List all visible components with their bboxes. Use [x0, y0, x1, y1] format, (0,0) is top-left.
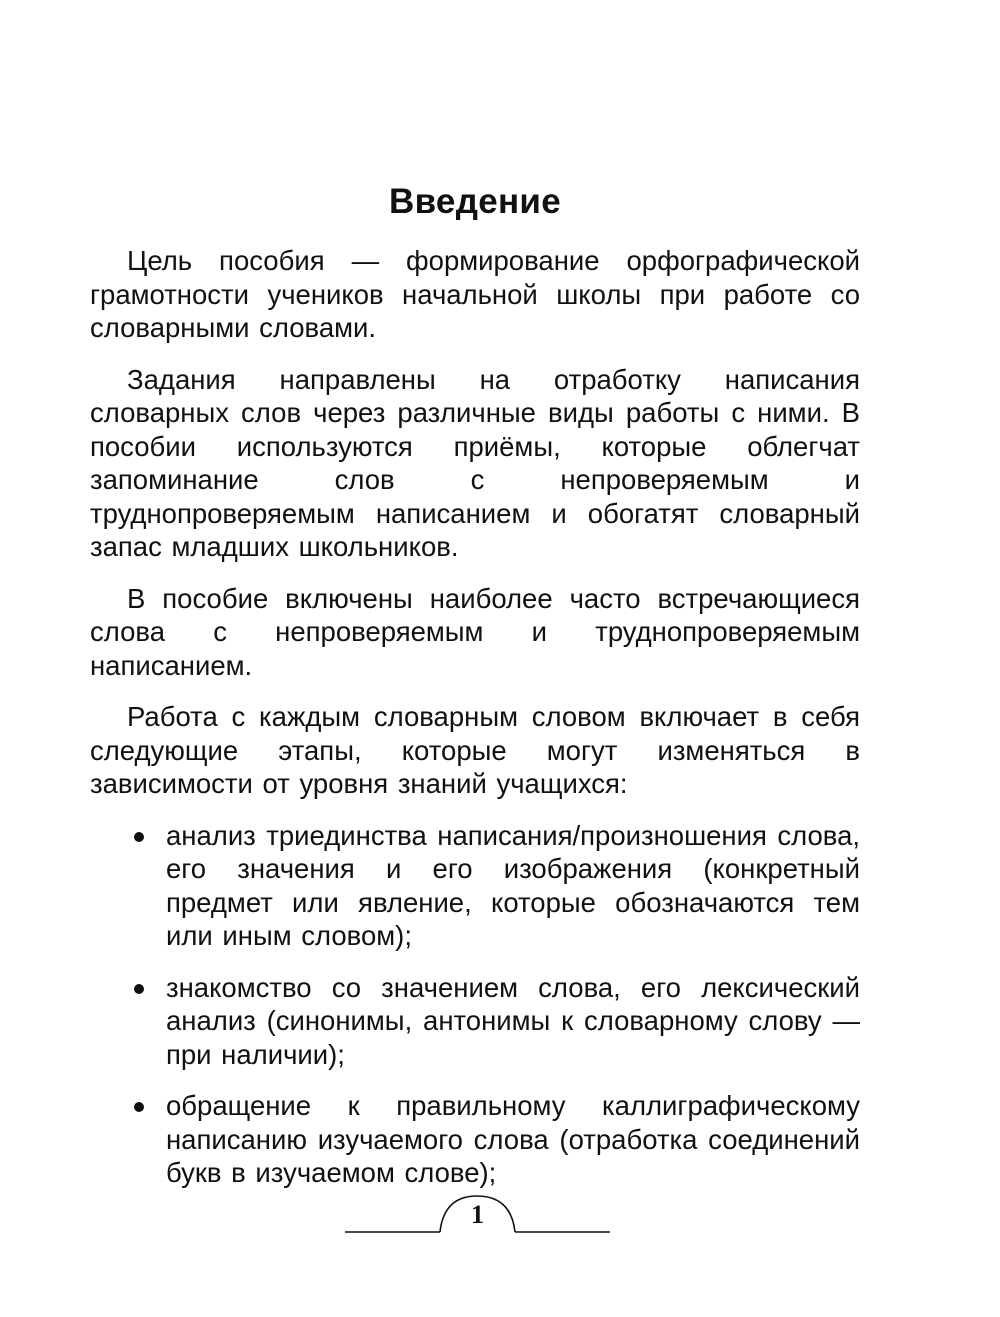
page-footer: [345, 1192, 610, 1242]
paragraph-goal: Цель пособия — формирование орфографической грамотности учеников начальной школы при работе со словарными словами.: [90, 245, 860, 343]
bullet-icon: [134, 832, 144, 842]
list-item: [90, 819, 860, 953]
page-title: Введение: [389, 182, 561, 221]
bullet-icon: [134, 1102, 144, 1112]
list-item: [90, 1089, 860, 1190]
paragraph-included-words: В пособие включены наиболее часто встречающиеся слова с непроверяемым и труднопроверяемым написанием.: [90, 582, 860, 681]
list-item-text: обращение к правильному каллиграфическому написанию изучаемого слова (отработка соединений букв в изучаемом слове);: [166, 1090, 860, 1188]
list-item-text: знакомство со значением слова, его лексический анализ (синонимы, антонимы к словарному слову — при наличии);: [166, 971, 860, 1070]
page-number: 1: [471, 1200, 484, 1229]
list-item-text: анализ триединства написания/произношения слова, его значения и его изображения (конкретный предмет или явление, которые обозначаются тем или иным словом);: [166, 819, 860, 951]
paragraph-stages: Работа с каждым словарным словом включает в себя следующие этапы, которые могут изменяться в зависимости от уровня знаний учащихся:: [90, 701, 860, 799]
paragraph-tasks: Задания направлены на отработку написания словарных слов через различные виды работы с ними. В пособии используются приёмы, которые облегчат запоминание слов с непроверяемым и труднопроверяемым написанием и обогатят словарный запас младших школьников.: [90, 363, 860, 562]
page-content: [90, 178, 860, 1208]
bullet-icon: [134, 984, 144, 994]
stages-list: [90, 819, 860, 1190]
list-item: [90, 971, 860, 1072]
